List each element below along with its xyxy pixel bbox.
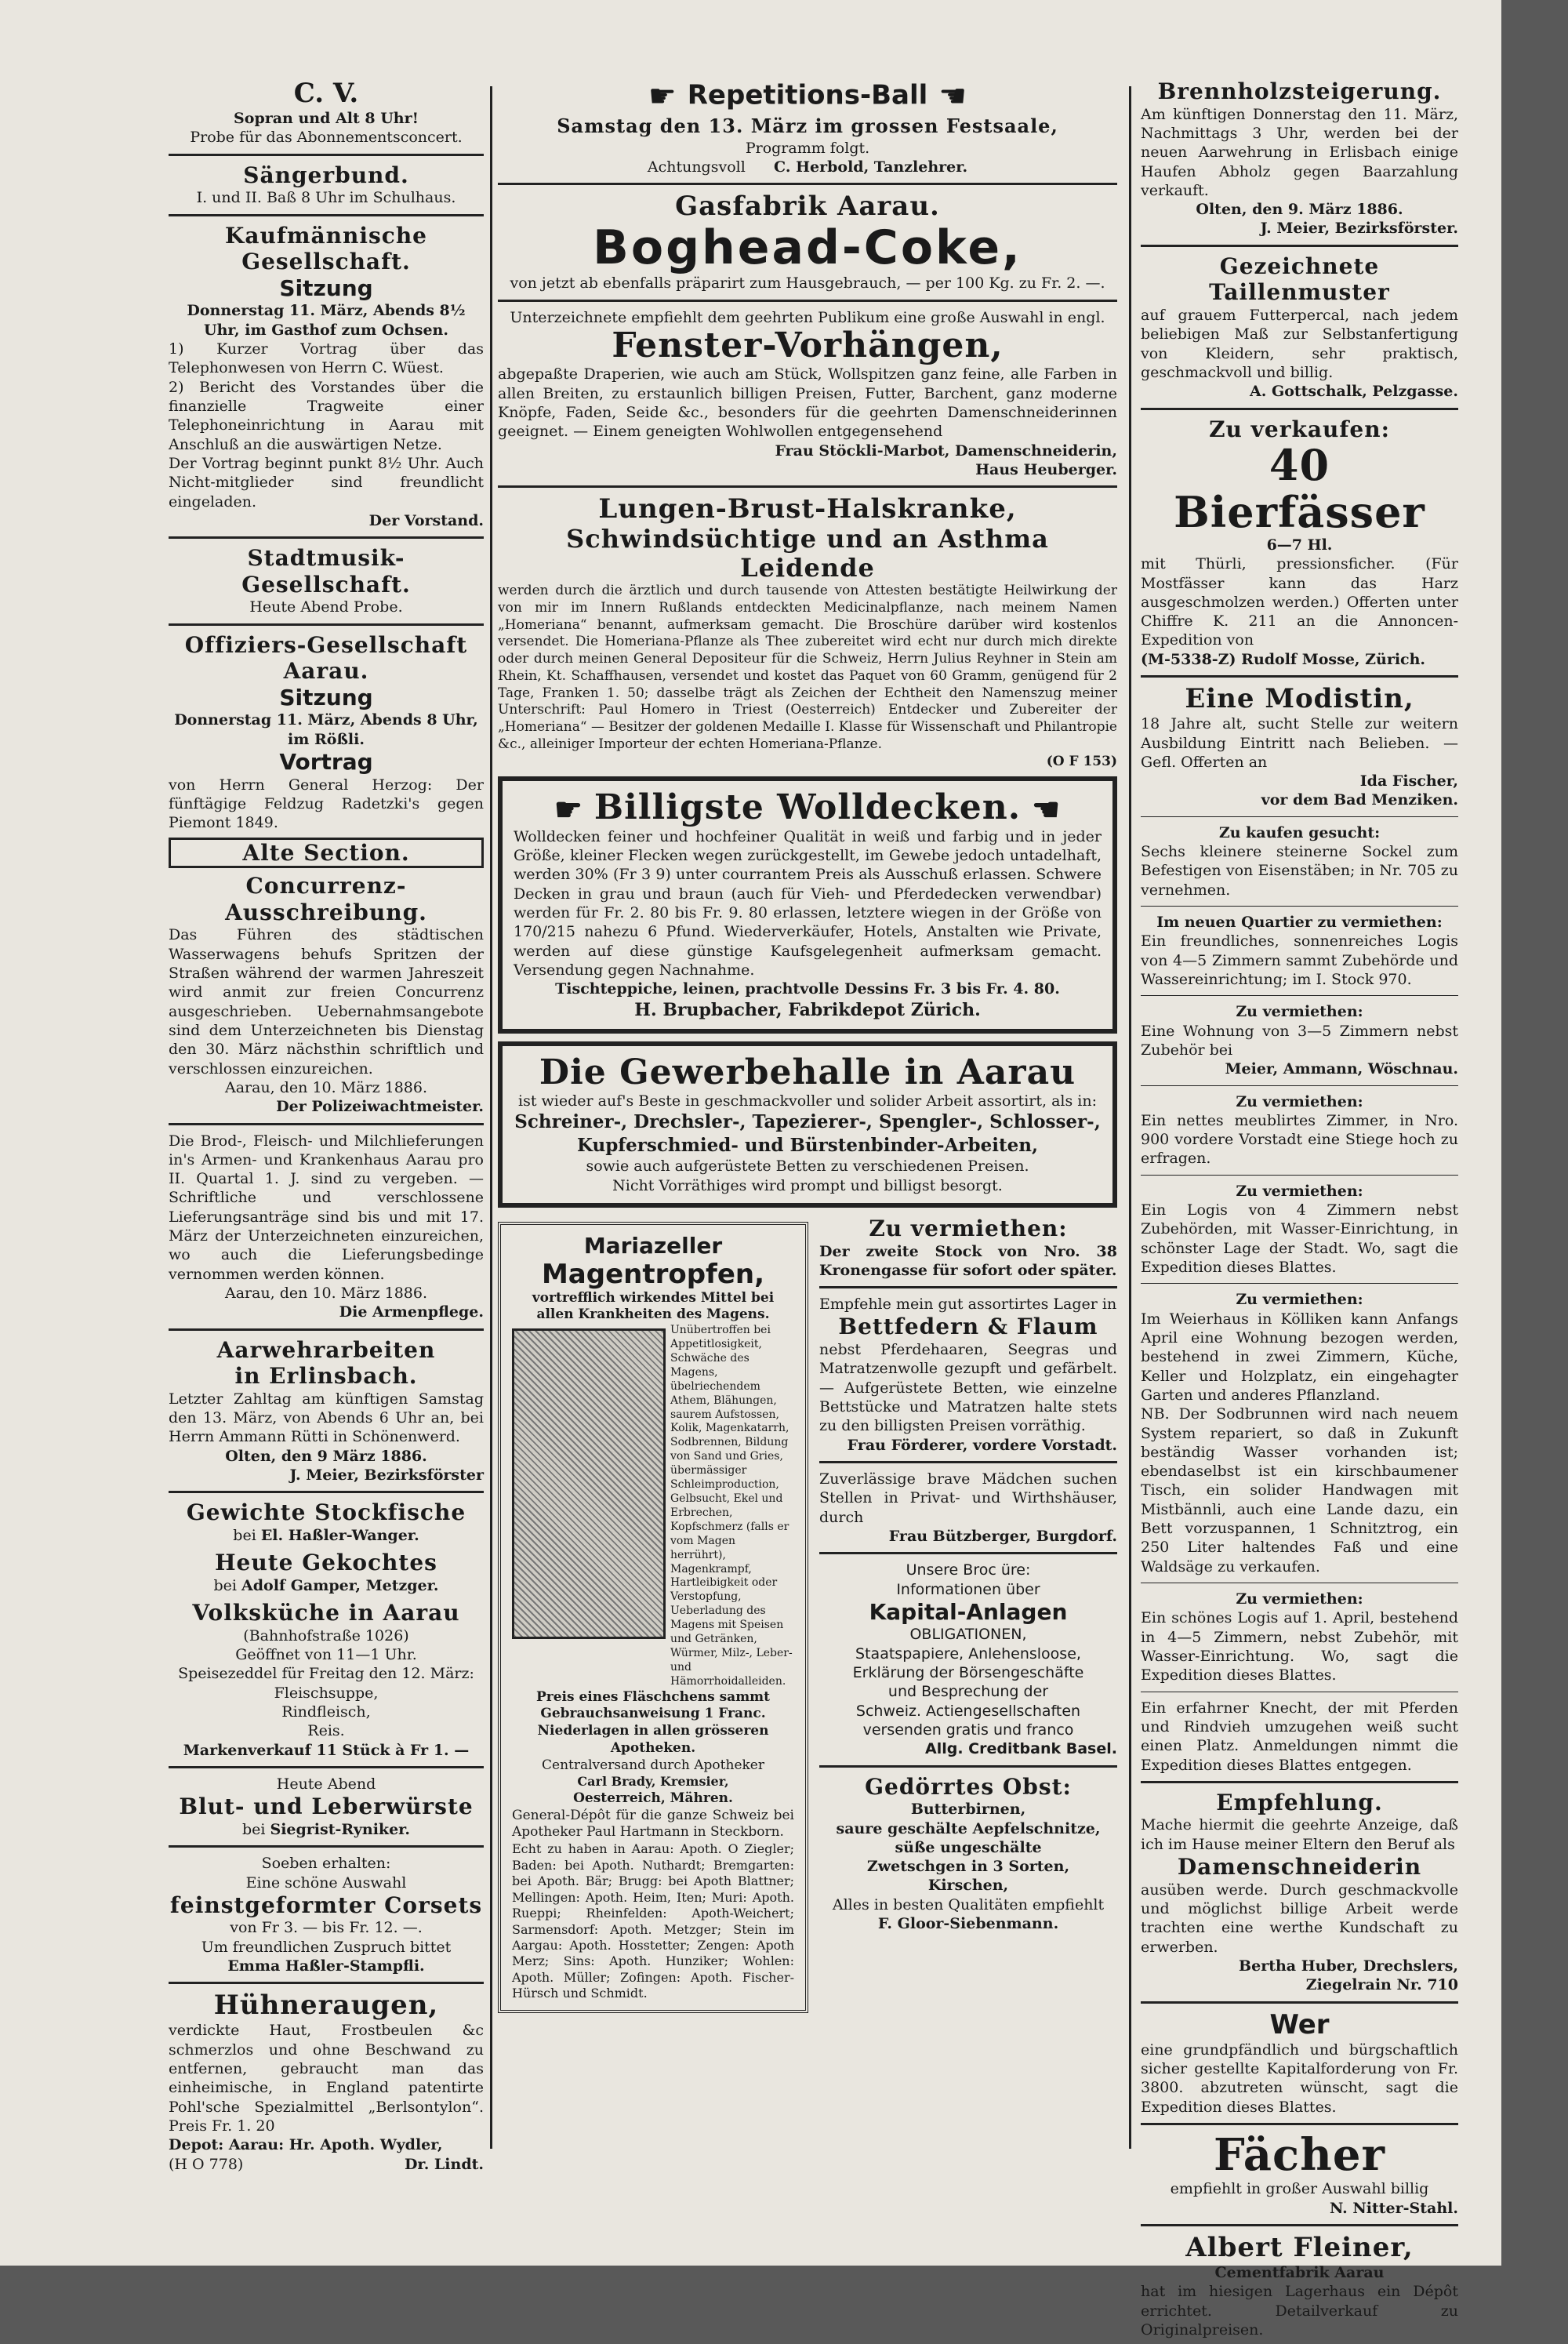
saengerbund-title: Sängerbund. [243, 162, 409, 188]
kapital-l4: Staatspapiere, Anlehensloose, [855, 1644, 1081, 1663]
divider [1141, 1175, 1458, 1176]
blut-l1: Heute Abend [276, 1775, 376, 1793]
ad-concurrenz [169, 873, 484, 1116]
blut-title: Blut- und Leberwürste [179, 1793, 474, 1820]
concurrenz-text: Das Führen des städtischen Wasserwagens behufs Spritzen der Straßen während der warmen Jahreszeit wird anmit zur freien Concurrenz ausgeschrieben. Uebernahmsangebote sind dem Unterzeichneten bis Dienstag den 30. März nächsthin schriftlich und verschlossen einzureichen. [169, 926, 484, 1078]
ad-wer [1141, 2010, 1458, 2117]
faecher-title: Fächer [1214, 2128, 1385, 2181]
obst-l3: süße ungeschälte [895, 1838, 1042, 1856]
divider [1141, 1781, 1458, 1783]
huehner-depot: Depot: Aarau: Hr. Apoth. Wydler, [169, 2136, 443, 2154]
kapital-sig: Allg. Creditbank Basel. [925, 1740, 1117, 1758]
lungen-ref: (O F 153) [1046, 753, 1117, 769]
bierfaesser-sig: (M-5338-Z) Rudolf Mosse, Zürich. [1141, 650, 1426, 668]
aarwehr-text: Letzter Zahltag am künftigen Samstag den 13. März, von Abends 6 Uhr an, bei Herrn Ammann Rütti in Schönenwerd. [169, 1390, 484, 1446]
concurrenz-date: Aarau, den 10. März 1886. [224, 1078, 428, 1096]
ad-alte-section [169, 838, 484, 869]
maria-title: Mariazeller [583, 1232, 723, 1259]
logis-title: Zu vermiethen: [1236, 1182, 1363, 1200]
kaufm-p2: 2) Bericht des Vorstandes über die finanzielle Tragweite einer Telephoneinrichtung in Aarau mit Anschluß an die auswärtigen Netze. [169, 378, 484, 453]
brennholz-sig: J. Meier, Bezirksförster. [1260, 220, 1458, 238]
maria-side: Unübertroffen bei Appetitlosigkeit, Schwäche des Magens, übelriechendem Athem, Blähungen, saurem Aufstossen, Kolik, Magenkatarrh, Sodbrennen, Bildung von Sand und Gries, übermässiger Schleimproduction, Gelbsucht, Ekel und Erbrechen, Kopfschmerz (falls er vom Magen herrührt), Magenkrampf, Hartleibigkeit oder Verstopfung, Ueberladung des Magens mit Speisen und Getränken, Würmer, Milz-, Leber- und Hämorrhoidalleiden. [670, 1324, 793, 1688]
obst-l5: Kirschen, [927, 1877, 1009, 1895]
cv-line2: Probe für das Abonnementsconcert. [190, 129, 463, 147]
weierhaus-nb: NB. Der Sodbrunnen wird nach neuem System repariert, so daß in Zukunft beständig Wasser vorhanden ist; ebendaselbst ist ein kirschbaumener Tisch, ein solider Handwagen mit Mistbännli, auch eine Lande dazu, ein Bett vorzuspannen, 1 Schnitztrog, ein 250 Liter haltendes Faß und eine Waldsäge zu verkaufen. [1141, 1405, 1458, 1575]
stockfische-title: Gewichte Stockfische [186, 1499, 466, 1526]
ad-saengerbund [169, 162, 484, 208]
empfehlung-sig2: Ziegelrain Nr. 710 [1305, 1976, 1458, 1994]
empfehlung-text: Mache hiermit die geehrte Anzeige, daß ich im Hause meiner Eltern den Beruf als [1141, 1816, 1458, 1853]
brennholz-title: Brennholzsteigerung. [1157, 78, 1442, 104]
volkskueche-l3: Speisezeddel für Freitag den 12. März: [178, 1665, 474, 1683]
ad-stockfische [169, 1499, 484, 1545]
bettfedern-sig: Frau Förderer, vordere Vorstadt. [847, 1436, 1117, 1454]
brennholz-date: Olten, den 9. März 1886. [1196, 201, 1403, 219]
volkskueche-l6: Reis. [307, 1722, 345, 1740]
corsets-l1: Soeben erhalten: [261, 1855, 391, 1873]
divider [819, 1765, 1117, 1768]
kaufm-p3: Der Vortrag beginnt punkt 8½ Uhr. Auch Nicht-mitglieder sind freundlicht eingeladen. [169, 454, 484, 511]
aarwehr-date: Olten, den 9 März 1886. [225, 1447, 427, 1465]
gas-title: Gasfabrik Aarau. [675, 191, 940, 223]
obst-l1: Butterbirnen, [910, 1801, 1026, 1819]
cv-line1: Sopran und Alt 8 Uhr! [234, 110, 419, 128]
kaufen-title: Zu kaufen gesucht: [1218, 823, 1381, 841]
ad-huehner [169, 1990, 484, 2174]
kapital-l7: Schweiz. Actiengesellschaften [855, 1702, 1081, 1720]
obst-l4: Zwetschgen in 3 Sorten, [866, 1858, 1070, 1876]
fenster-sig: Frau Stöckli-Marbot, Damenschneiderin, [775, 442, 1117, 460]
column-left [169, 78, 484, 2179]
volkskueche-l2: Geöffnet von 11—1 Uhr. [235, 1646, 417, 1664]
empfehlung-text2: ausüben werde. Durch geschmackvolle und möglichst billige Arbeit werde trachten eine werthe Kundschaft zu erwerben. [1141, 1881, 1458, 1956]
logis-text: Ein Logis von 4 Zimmern nebst Zubehörden, mit Wasser-Einrichtung, in schönster Lage der Stadt. Wo, sagt die Expedition dieses Blattes. [1141, 1201, 1458, 1276]
ball-line2: Programm folgt. [745, 139, 870, 157]
bottom-middle-right [819, 1216, 1117, 2021]
divider [1141, 816, 1458, 817]
ad-kaufm [169, 223, 484, 531]
divider [1141, 675, 1458, 678]
blut-by: bei [241, 1820, 266, 1838]
offiziers-title: Offiziers-Gesellschaft Aarau. [184, 631, 468, 685]
divider [1141, 245, 1458, 247]
bettfedern-intro: Empfehle mein gut assortirtes Lager in [819, 1296, 1117, 1314]
ad-faecher [1141, 2128, 1458, 2218]
ad-gewerbe [498, 1041, 1117, 1208]
divider [169, 1845, 484, 1848]
divider [169, 623, 484, 626]
zimmer-text: Ein nettes meublirtes Zimmer, in Nro. 900 vordere Vorstadt eine Stiege hoch zu erfragen. [1141, 1111, 1458, 1168]
kapital-l3: OBLIGATIONEN, [909, 1626, 1027, 1644]
divider [498, 485, 1117, 488]
divider [819, 1461, 1117, 1463]
ad-logis2 [1141, 1590, 1458, 1685]
cv-title: C. V. [293, 78, 359, 109]
ad-zimmer [1141, 1092, 1458, 1168]
wolldecken-title: Billigste Wolldecken. [593, 787, 1022, 828]
bottom-middle-row [498, 1216, 1117, 2021]
obst-l2: saure geschälte Aepfelschnitze, [836, 1819, 1101, 1837]
stockfische-name: El. Haßler-Wanger. [260, 1526, 419, 1544]
volkskueche-l5: Rindfleisch, [281, 1703, 371, 1721]
pointing-hand-left-icon: ☚ [1032, 790, 1061, 828]
maedchen-text: Zuverlässige brave Mädchen suchen Stellen in Privat- und Wirthshäuser, durch [819, 1470, 1117, 1526]
volkskueche-l1: (Bahnhofstraße 1026) [243, 1626, 409, 1644]
ad-lungen [498, 494, 1117, 770]
divider [1141, 2224, 1458, 2226]
divider [169, 536, 484, 539]
brennholz-text: Am künftigen Donnerstag den 11. März, Nachmittags 3 Uhr, werden bei der neuen Aarwehrung in Erlisbach einige Haufen Abholz gegen Baarzahlung verkauft. [1141, 105, 1458, 199]
wolldecken-text: Wolldecken feiner und hochfeiner Qualität in weiß und farbig und in jeder Größe, kleiner Flecken wegen zurückgestellt, im Gewebe jedoch untadelhaft, werden 30% (Fr 3 9) unter courrantem Preis als Ausschuß erlassen. Schwere Decken in grau und braun (auch für Vieh- und Pferdedecken verwendbar) werden für Fr. 2. 80 bis Fr. 9. 80 erlassen, letztere wiegen in der Größe von 170/215 nahezu 6 Pfund. Wiederverkäufer, Hotels, Anstalten wie Private, werden auf diese günstige Kaufsgelegenheit aufmerksam gemacht. Versendung gegen Nachnahme. [514, 827, 1102, 979]
gewerbe-l4: sowie auch aufgerüstete Betten zu verschiedenen Preisen. [586, 1157, 1029, 1176]
concurrenz-sig: Der Polizeiwachtmeister. [276, 1098, 484, 1116]
ad-stadtmusik [169, 545, 484, 617]
kaufm-sub: Sitzung [279, 274, 373, 301]
ad-weierhaus [1141, 1290, 1458, 1576]
weierhaus-title: Zu vermiethen: [1236, 1291, 1363, 1309]
ad-brod [169, 1132, 484, 1322]
vermiethen-text: Der zweite Stock von Nro. 38 Kronengasse für sofort oder später. [819, 1242, 1117, 1279]
divider [1141, 408, 1458, 410]
concurrenz-title: Concurrenz-Ausschreibung. [225, 873, 427, 925]
corsets-l2: Eine schöne Auswahl [245, 1873, 407, 1892]
bierfaesser-title: 40 Bierfässer [1174, 440, 1425, 537]
kaufen-text: Sechs kleinere steinerne Sockel zum Befestigen von Eisenstäben; in Nr. 705 zu vernehmen. [1141, 843, 1458, 899]
gekochtes-by: bei [213, 1576, 237, 1594]
obst-sig: F. Gloor-Siebenmann. [877, 1915, 1059, 1933]
corsets-l3: von Fr 3. — bis Fr. 12. —. [230, 1919, 423, 1937]
ad-gas [498, 191, 1117, 293]
maria-depot: General-Dépôt für die ganze Schweiz bei Apotheker Paul Hartmann in Steckborn. [512, 1807, 794, 1841]
huehner-title: Hühneraugen, [213, 1990, 439, 2022]
zimmer-title: Zu vermiethen: [1236, 1092, 1363, 1110]
fenster-sig2: Haus Heuberger. [975, 461, 1117, 479]
maria-price: Preis eines Fläschchens sammt Gebrauchsanweisung 1 Franc. Niederlagen in allen grösseren Apotheken. [535, 1688, 771, 1756]
divider [169, 154, 484, 156]
ad-fleiner [1141, 2233, 1458, 2339]
knecht-text: Ein erfahrner Knecht, der mit Pferden und Rindvieh umzugehen weiß sucht einen Platz. Anmeldungen nimmt die Expedition dieses Blattes entgegen. [1141, 1699, 1458, 1774]
pointing-hand-left-icon: ☚ [938, 78, 967, 114]
maria-carl: Carl Brady, Kremsier, [577, 1774, 729, 1790]
kapital-title: Kapital-Anlagen [869, 1598, 1068, 1625]
bierfaesser-l1: Zu verkaufen: [1209, 416, 1390, 442]
pointing-hand-right-icon: ☛ [554, 790, 583, 828]
faecher-sig: N. Nitter-Stahl. [1330, 2199, 1458, 2217]
taillen-sig: A. Gottschalk, Pelzgasse. [1250, 383, 1458, 401]
vermiethen-title: Zu vermiethen: [869, 1215, 1068, 1241]
ad-aarwehr [169, 1337, 484, 1485]
quartier-title: Im neuen Quartier zu vermiethen: [1156, 914, 1443, 931]
aarwehr-title2: in Erlinsbach. [234, 1363, 418, 1390]
offiziers-text: von Herrn General Herzog: Der fünftägige Feldzug Radetzki's gegen Piemont 1849. [169, 776, 484, 832]
brod-date: Aarau, den 10. März 1886. [224, 1285, 428, 1302]
mariazell-church-image [512, 1328, 666, 1639]
divider [169, 1328, 484, 1331]
huehner-text: verdickte Haut, Frostbeulen &c schmerzlos und ohne Beschwand zu entfernen, gebraucht man das einheimische, in England patentirte Pohl'sche Spezialmittel „Berlsontylon“. Preis Fr. 1. 20 [169, 2022, 484, 2135]
ad-blut [169, 1775, 484, 1839]
fenster-text: abgepaßte Draperien, wie auch am Stück, Wollspitzen ganz feine, alle Farben in allen Breiten, zu erstaunlich billigen Preisen, Futter, Barchent, ganz moderne Knöpfe, Faden, Seide &c., besonders für die geehrten Damenschneiderinnen geeignet. — Einem geneigten Wohlwollen entgegensehend [498, 365, 1117, 441]
modistin-text: 18 Jahre alt, sucht Stelle zur weitern Ausbildung Eintritt nach Belieben. — Gefl. Offerten an [1141, 715, 1458, 771]
empfehlung-title: Empfehlung. [1216, 1789, 1383, 1815]
gewerbe-l2: Schreiner-, Drechsler-, Tapezierer-, Spengler-, Schlosser-, [514, 1111, 1101, 1133]
empfehlung-title2: Damenschneiderin [1177, 1854, 1422, 1881]
ad-maedchen [819, 1470, 1117, 1546]
obst-l6: Alles in besten Qualitäten empfiehlt [832, 1895, 1105, 1913]
brod-text: Die Brod-, Fleisch- und Milchlieferungen in's Armen- und Krankenhaus Aarau pro II. Quartal 1. J. sind zu vergeben. — Schriftliche und verschlossene Lieferungsanträge sind bis und mit 17. März der Unterzeichneten einzureichen, wo auch die Lieferungsbedinge vernommen werden können. [169, 1132, 484, 1283]
column-middle [498, 78, 1117, 2021]
gas-text: von jetzt ab ebenfalls präparirt zum Hausgebrauch, — per 100 Kg. zu Fr. 2. —. [510, 274, 1105, 293]
lungen-title: Lungen-Brust-Halskranke, [598, 493, 1017, 525]
volkskueche-l7: Markenverkauf 11 Stück à Fr 1. — [183, 1741, 470, 1759]
divider [169, 1491, 484, 1493]
ad-obst [819, 1774, 1117, 1934]
fenster-intro: Unterzeichnete empfiehlt dem geehrten Publikum eine große Auswahl in engl. [510, 308, 1105, 326]
taillen-text: auf grauem Futterpercal, nach jedem beliebigen Maß zur Selbstanfertigung von Kleidern, sehr praktisch, geschmackvoll und billig. [1141, 306, 1458, 381]
ad-bettfedern [819, 1295, 1117, 1455]
fleiner-title: Albert Fleiner, [1185, 2232, 1414, 2264]
empfehlung-sig: Bertha Huber, Drechslers, [1239, 1957, 1458, 1975]
kapital-l1: Unsere Broc üre: [906, 1561, 1031, 1579]
ad-wohnung [1141, 1002, 1458, 1078]
ad-wolldecken [498, 776, 1117, 1033]
aarwehr-title: Aarwehrarbeiten [216, 1336, 436, 1363]
wolldecken-line: Tischteppiche, leinen, prachtvolle Dessins Fr. 3 bis Fr. 4. 80. [555, 980, 1060, 998]
blut-name: Siegrist-Ryniker. [270, 1820, 411, 1838]
ad-cv [169, 78, 484, 147]
aarwehr-sig: J. Meier, Bezirksförster [289, 1466, 484, 1485]
ad-gekochtes [169, 1550, 484, 1595]
kapital-l6: und Besprechung der [887, 1683, 1049, 1701]
ad-fenster [498, 308, 1117, 480]
ad-kaufen [1141, 823, 1458, 899]
ad-knecht [1141, 1699, 1458, 1775]
wer-title: Wer [1269, 2008, 1330, 2041]
stadtmusik-title: Stadtmusik-Gesellschaft. [241, 545, 411, 598]
ad-bierfaesser [1141, 416, 1458, 670]
maria-list: Echt zu haben in Aarau: Apoth. O Ziegler; Baden: bei Apoth. Nuthardt; Bremgarten: bei Apoth. Bär; Brugg: bei Apoth Blattner; Mellingen: Apoth. Heim, Iten; Muri: Apoth. Rueppi; Rheinfelden: Apoth-Weichert; Sarmensdorf: Apoth. Metzger; Stein im Aargau: Apoth. Hosstetter; Zengen: Apoth Merz; Sins: Apoth. Hunziker; Wohlen: Apoth. Müller; Zofingen: Apoth. Fischer-Hürsch und Schmidt. [512, 1841, 794, 2001]
maria-sub: vortrefflich wirkendes Mittel bei allen Krankheiten des Magens. [532, 1289, 775, 1323]
bierfaesser-text: mit Thürli, pressionsficher. (Für Mostfässer kann das Harz ausgeschmolzen werden.) Offerten unter Chiffre K. 211 an die Annoncen-Expedition von [1141, 555, 1458, 649]
weierhaus-text: Im Weierhaus in Kölliken kann Anfangs April eine Wohnung bezogen werden, bestehend in zwei Zimmern, Küche, Keller und Holzplatz, ein eingehagter Garten und anderes Pflanzland. [1141, 1310, 1458, 1404]
pointing-hand-right-icon: ☛ [648, 78, 677, 114]
wohnung-title: Zu vermiethen: [1236, 1003, 1363, 1021]
wer-text: eine grundpfändlich und bürgschaftlich sicher gestellte Kapitalforderung von Fr. 3800. abzutreten wünscht, sagt die Expedition dieses Blattes. [1141, 2041, 1458, 2116]
ball-name: C. Herbold, Tanzlehrer. [774, 158, 968, 176]
obst-title: Gedörrtes Obst: [865, 1773, 1072, 1800]
divider [169, 214, 484, 216]
huehner-ref: (H O 778) [169, 2155, 244, 2173]
kapital-l2: Informationen über [896, 1580, 1040, 1598]
modistin-sig: Ida Fischer, [1359, 772, 1458, 790]
corsets-l4: Um freundlichen Zuspruch bittet [201, 1938, 452, 1956]
divider [1141, 2123, 1458, 2125]
ball-line1: Samstag den 13. März im grossen Festsaale, [557, 114, 1058, 137]
maria-title2: Magentropfen, [541, 1258, 765, 1290]
faecher-text: empfiehlt in großer Auswahl billig [1170, 2180, 1429, 2198]
gas-title2: Boghead-Coke, [593, 220, 1022, 276]
ad-mariazeller [498, 1222, 808, 2013]
ad-empfehlung [1141, 1790, 1458, 1995]
logis2-text: Ein schönes Logis auf 1. April, bestehend in 4—5 Zimmern, nebst Zubehör, mit Wasser-Einrichtung. Wo, sagt die Expedition dieses Blattes. [1141, 1609, 1458, 1684]
ad-modistin [1141, 684, 1458, 810]
kapital-l5: Erklärung der Börsengeschäfte [852, 1664, 1084, 1682]
kaufm-p1: 1) Kurzer Vortrag über das Telephonwesen von Herrn C. Wüest. [169, 340, 484, 377]
ad-vermiethen [819, 1216, 1117, 1280]
huehner-sig: Dr. Lindt. [404, 2155, 484, 2173]
ad-ball [498, 78, 1117, 176]
divider [1141, 995, 1458, 996]
volkskueche-title: Volksküche in Aarau [192, 1600, 460, 1626]
ad-volkskueche [169, 1600, 484, 1760]
lungen-text: werden durch die ärztlich und durch tausende von Attesten bestätigte Heilwirkung der von mir im Innern Rußlands entdeckten Medicinalpflanze, nach meinem Namen „Homeriana“ benannt, aufmerksam gemacht. Die Broschüre darüber wird kostenlos versendet. Die Homeriana-Pflanze als Thee zubereitet wird echt nur durch mich direkte oder durch meinen General Depositeur für die Schweiz, Herrn Julius Reyhner in Stein am Rhein, Kt. Schaffhausen, versendet und kostet das Paquet von 60 Gramm, genügend für 2 Tage, Franken 1. 50; dasselbe trägt als Zeichen der Echtheit den Namenszug meiner Unterschrift: Paul Homero in Triest (Oesterreich) Entdecker und Zubereiter der „Homeriana“ — Besitzer der goldenen Medaille I. Klasse für Wissenschaft und Philantropie &c., alleiniger Importeur der echten Homeriana-Pflanze. [498, 583, 1117, 752]
kaufm-sig: Der Vorstand. [368, 511, 484, 529]
kaufm-when: Donnerstag 11. März, Abends 8½ Uhr, im Gasthof zum Ochsen. [187, 302, 466, 339]
wolldecken-sig: H. Brupbacher, Fabrikdepot Zürich. [634, 999, 981, 1020]
ad-quartier [1141, 913, 1458, 989]
ad-taillen [1141, 253, 1458, 402]
gekochtes-name: Adolf Gamper, Metzger. [241, 1576, 439, 1594]
gekochtes-title: Heute Gekochtes [215, 1550, 437, 1576]
modistin-sig2: vor dem Bad Menziken. [1261, 791, 1458, 809]
brod-sig: Die Armenpflege. [339, 1303, 484, 1321]
divider [169, 1766, 484, 1768]
stockfische-by: bei [233, 1526, 256, 1544]
divider [1141, 1085, 1458, 1086]
kapital-l8: versenden gratis und franco [862, 1721, 1074, 1739]
column-rule-right [1129, 86, 1131, 2149]
gewerbe-l3: Kupferschmied- und Bürstenbinder-Arbeiten, [576, 1134, 1039, 1156]
fleiner-l1: Cementfabrik Aarau [1214, 2264, 1385, 2282]
divider [169, 1123, 484, 1125]
bettfedern-title: Bettfedern & Flaum [838, 1314, 1098, 1340]
ad-brennholz [1141, 78, 1458, 238]
divider [1141, 1283, 1458, 1284]
ad-offiziers [169, 632, 484, 833]
lungen-title2: Schwindsüchtige und an Asthma Leidende [566, 524, 1049, 583]
divider [819, 1286, 1117, 1288]
gewerbe-l5: Nicht Vorräthiges wird prompt und billigst besorgt. [612, 1176, 1003, 1194]
gewerbe-l1: ist wieder auf's Beste in geschmackvoller und solider Arbeit assortirt, als in: [518, 1092, 1097, 1110]
ad-kapital [819, 1561, 1117, 1758]
modistin-title: Eine Modistin, [1185, 683, 1414, 715]
offiziers-sub2: Vortrag [279, 749, 373, 776]
gewerbe-title: Die Gewerbehalle in Aarau [539, 1052, 1076, 1092]
fenster-title: Fenster-Vorhängen, [612, 325, 1004, 366]
bettfedern-text: nebst Pferdehaaren, Seegras und Matratzenwolle gezupft und gefärbelt. — Aufgerüstete Betten, wie einzelne Bettstücke und Matratzen halte stets zu den billigsten Preisen vorräthig. [819, 1341, 1117, 1435]
column-rule-left [490, 86, 492, 2149]
column-right [1141, 78, 1458, 2344]
ad-logis [1141, 1182, 1458, 1277]
maria-central: Centralversand durch Apotheker [542, 1757, 764, 1773]
bierfaesser-l2: 6—7 Hl. [1266, 536, 1333, 554]
divider [819, 1552, 1117, 1554]
volkskueche-l4: Fleischsuppe, [274, 1684, 379, 1702]
logis2-title: Zu vermiethen: [1236, 1590, 1363, 1608]
divider [169, 1982, 484, 1984]
divider [498, 183, 1117, 185]
stadtmusik-line: Heute Abend Probe. [249, 598, 403, 616]
corsets-sig: Emma Haßler-Stampfli. [227, 1957, 425, 1975]
offiziers-when: Donnerstag 11. März, Abends 8 Uhr, im Rößli. [174, 711, 478, 748]
maedchen-sig: Frau Bützberger, Burgdorf. [888, 1527, 1117, 1545]
corsets-title: feinstgeformter Corsets [169, 1892, 483, 1918]
maria-mahren: Oesterreich, Mähren. [573, 1790, 733, 1806]
fleiner-text: hat im hiesigen Lagerhaus ein Dépôt errichtet. Detailverkauf zu Originalpreisen. [1141, 2283, 1458, 2339]
kaufm-title: Kaufmännische Gesellschaft. [225, 222, 427, 275]
quartier-text: Ein freundliches, sonnenreiches Logis von 4—5 Zimmern sammt Zubehörde und Wassereinrichtung; im I. Stock 970. [1141, 932, 1458, 988]
alte-title: Alte Section. [242, 839, 410, 866]
taillen-title: Gezeichnete Taillenmuster [1209, 253, 1390, 306]
offiziers-sub: Sitzung [279, 684, 373, 710]
wohnung-text: Eine Wohnung von 3—5 Zimmern nebst Zubehör bei [1141, 1022, 1458, 1059]
ad-corsets [169, 1854, 484, 1975]
divider [498, 300, 1117, 302]
ball-title: Repetitions-Ball [687, 79, 928, 111]
divider [1141, 906, 1458, 907]
wohnung-sig: Meier, Ammann, Wöschnau. [1225, 1060, 1458, 1078]
divider [1141, 2001, 1458, 2004]
ball-line3: Achtungsvoll [647, 158, 746, 176]
saengerbund-line: I. und II. Baß 8 Uhr im Schulhaus. [196, 189, 456, 207]
